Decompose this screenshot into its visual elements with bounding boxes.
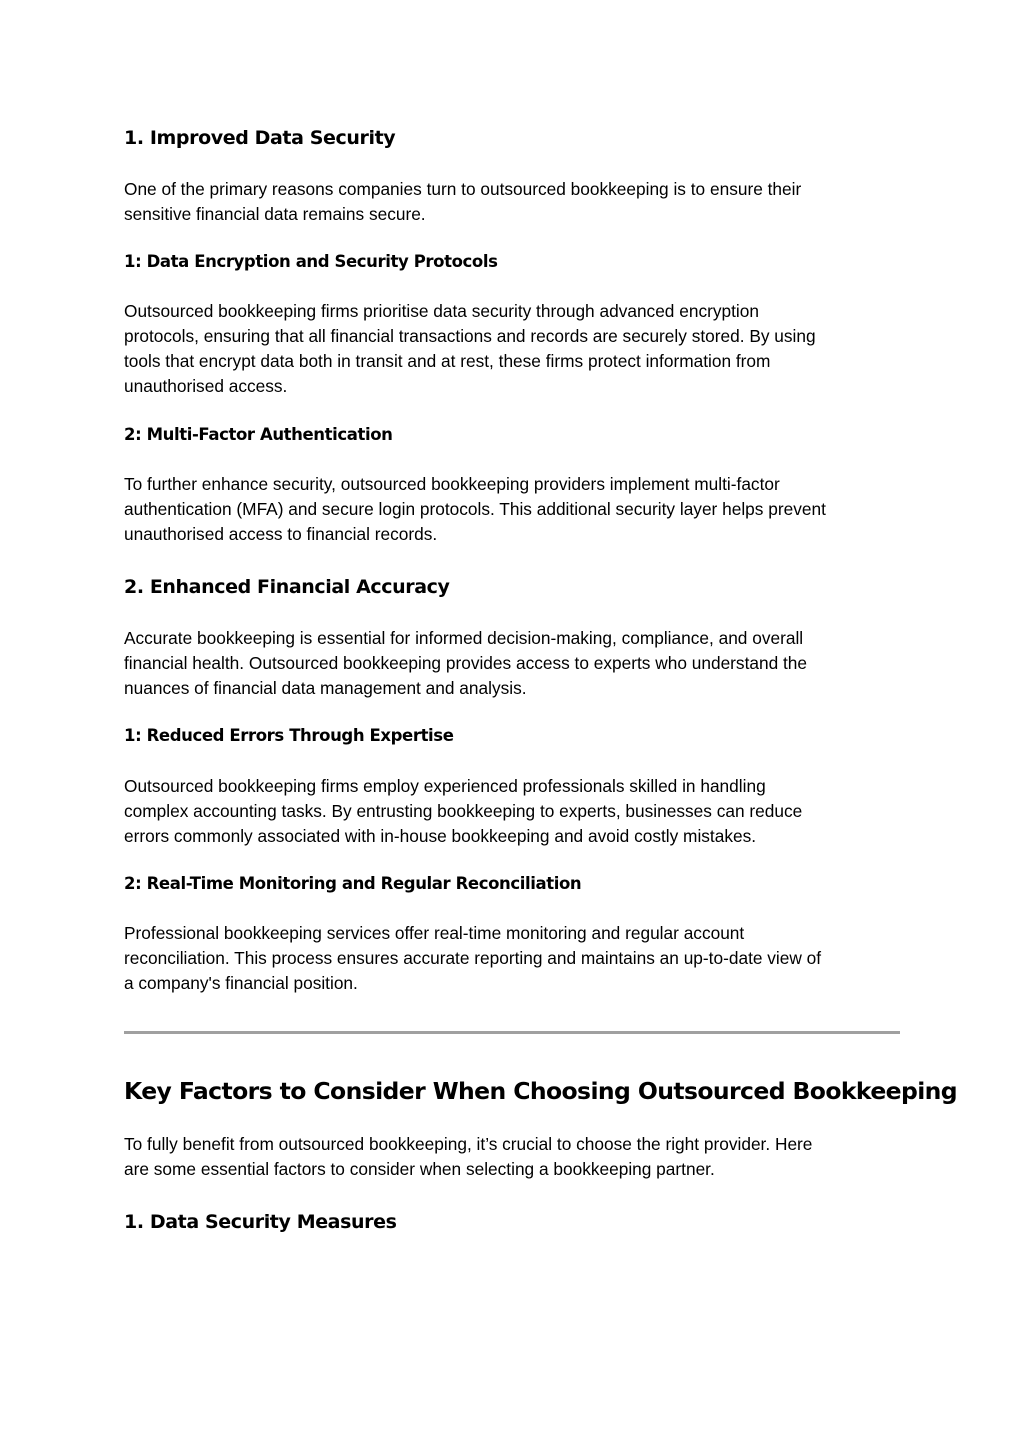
- text-line: a company's financial position.: [124, 973, 358, 993]
- text-line: are some essential factors to consider when selecting a bookkeeping partner.: [124, 1159, 715, 1179]
- heading-improved-data-security: 1. Improved Data Security: [124, 127, 396, 149]
- text-line: authentication (MFA) and secure login protocols. This additional security layer helps prevent: [124, 499, 826, 519]
- text-line: sensitive financial data remains secure.: [124, 204, 426, 224]
- text-line: protocols, ensuring that all financial transactions and records are securely stored. By using: [124, 326, 816, 346]
- paragraph-multi-factor-authentication: [124, 472, 900, 547]
- subheading-multi-factor-authentication: 2: Multi-Factor Authentication: [124, 425, 393, 444]
- heading-key-factors: Key Factors to Consider When Choosing Outsourced Bookkeeping: [124, 1077, 958, 1105]
- text-line: reconciliation. This process ensures accurate reporting and maintains an up-to-date view of: [124, 948, 822, 968]
- paragraph-real-time-monitoring: [124, 921, 900, 996]
- text-line: unauthorised access.: [124, 376, 288, 396]
- text-line: nuances of financial data management and analysis.: [124, 678, 527, 698]
- text-line: To further enhance security, outsourced bookkeeping providers implement multi-factor: [124, 474, 780, 494]
- text-line: Professional bookkeeping services offer real-time monitoring and regular account: [124, 923, 745, 943]
- text-line: financial health. Outsourced bookkeeping provides access to experts who understand the: [124, 653, 808, 673]
- text-line: errors commonly associated with in-house bookkeeping and avoid costly mistakes.: [124, 826, 757, 846]
- paragraph-financial-accuracy-intro: [124, 626, 900, 701]
- paragraph-key-factors-intro: [124, 1132, 900, 1182]
- paragraph-data-security-intro: [124, 177, 900, 227]
- subheading-reduced-errors: 1: Reduced Errors Through Expertise: [124, 726, 454, 745]
- subheading-real-time-monitoring: 2: Real-Time Monitoring and Regular Reconciliation: [124, 874, 582, 893]
- heading-enhanced-financial-accuracy: 2. Enhanced Financial Accuracy: [124, 576, 450, 598]
- horizontal-divider: [124, 1031, 900, 1034]
- text-line: To fully benefit from outsourced bookkeeping, it’s crucial to choose the right provider. Here: [124, 1134, 813, 1154]
- text-line: Outsourced bookkeeping firms employ experienced professionals skilled in handling: [124, 776, 766, 796]
- text-line: Accurate bookkeeping is essential for informed decision-making, compliance, and overall: [124, 628, 804, 648]
- text-line: Outsourced bookkeeping firms prioritise data security through advanced encryption: [124, 301, 759, 321]
- paragraph-data-encryption: [124, 299, 900, 399]
- subheading-data-encryption: 1: Data Encryption and Security Protocols: [124, 252, 498, 271]
- text-line: complex accounting tasks. By entrusting bookkeeping to experts, businesses can reduce: [124, 801, 803, 821]
- heading-data-security-measures: 1. Data Security Measures: [124, 1211, 397, 1233]
- text-line: tools that encrypt data both in transit and at rest, these firms protect information from: [124, 351, 771, 371]
- text-line: One of the primary reasons companies turn to outsourced bookkeeping is to ensure their: [124, 179, 802, 199]
- paragraph-reduced-errors: [124, 774, 900, 849]
- text-line: unauthorised access to financial records.: [124, 524, 438, 544]
